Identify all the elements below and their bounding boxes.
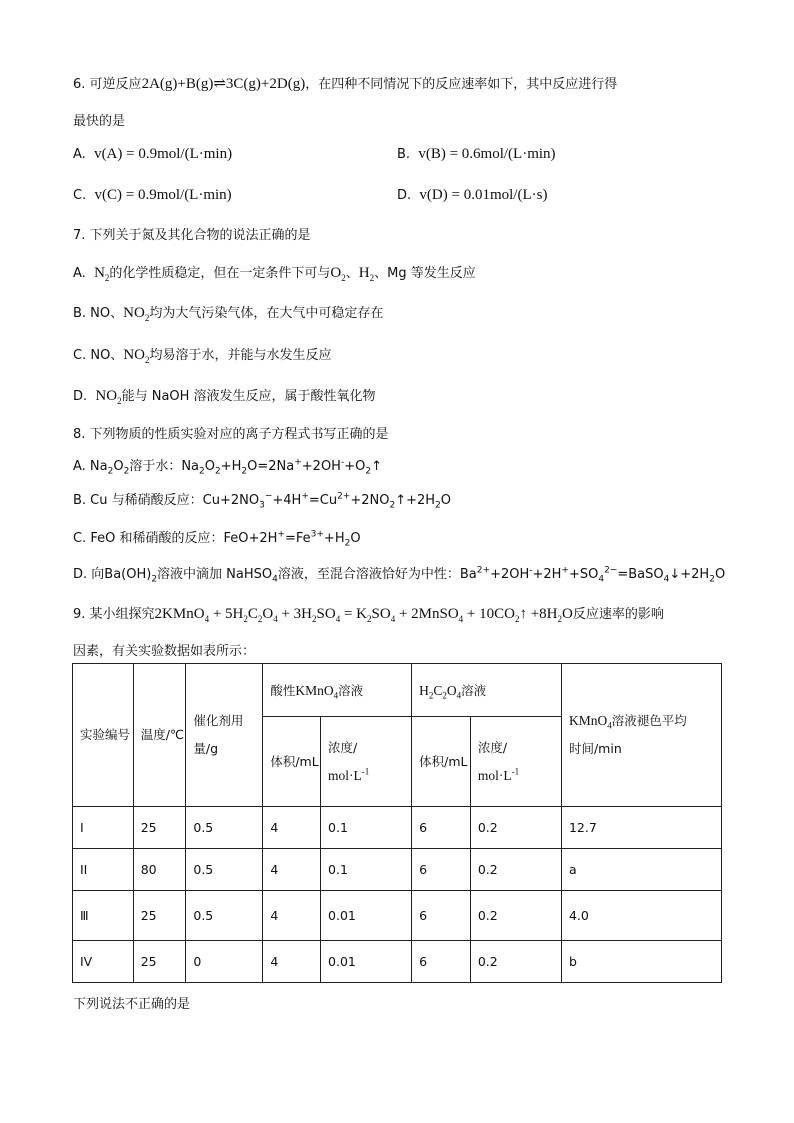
q7-option-c[interactable]: C. NO、$NO_2$均易溶于水，并能与水发生反应 [73, 347, 332, 365]
q9-stem-line2: 因素，有关实验数据如表所示： [73, 644, 256, 659]
q6-equation: 2A(g)+B(g)⇌3C(g)+2D(g) [141, 76, 306, 92]
table-row: I 25 0.5 4 0.1 6 0.2 12.7 [73, 807, 722, 849]
q8-option-b[interactable]: B. Cu 与稀硝酸反应：$Cu+2NO_3^-+4H^+=Cu^{2+}+2NO_2↑+2H_2O$ [73, 491, 452, 511]
q7-option-d[interactable]: D. $NO_2$能与 NaOH 溶液发生反应，属于酸性氧化物 [73, 388, 376, 406]
header-h2c2o4-volume: 体积/mL [412, 717, 471, 807]
q8-option-c[interactable]: C. FeO 和稀硝酸的反应：$FeO+2H^+=Fe^{3+}+H_2O$ [73, 529, 361, 549]
q7-option-b[interactable]: B. NO、$NO_2$均为大气污染气体，在大气中可稳定存在 [73, 305, 384, 323]
header-h2c2o4-concentration: 浓度/ $mol\cdot L^{-1}$ [470, 717, 561, 807]
q6-option-a[interactable]: A. v(A) = 0.9mol/(L·min) [73, 146, 233, 162]
q9-followup: 下列说法不正确的是 [73, 997, 191, 1012]
header-kmno4-concentration: 浓度/ $mol\cdot L^{-1}$ [321, 717, 412, 807]
q6-stem: 6. 可逆反应2A(g)+B(g)⇌3C(g)+2D(g)，在四种不同情况下的反应速率如下，其中反应进行得 [73, 76, 618, 92]
table-row: IV 25 0 4 0.01 6 0.2 b [73, 941, 722, 983]
header-h2c2o4-group: $H_2C_2O_4$溶液 [412, 664, 562, 717]
header-catalyst: 催化剂用量/g [186, 664, 263, 807]
q7-stem: 7. 下列关于氮及其化合物的说法正确的是 [73, 228, 311, 243]
header-experiment-no: 实验编号 [73, 664, 134, 807]
experiment-table [72, 663, 722, 983]
header-fade-time: KMnO$_4$溶液褪色平均 时间/min [561, 664, 721, 807]
header-temperature: 温度/℃ [133, 664, 186, 807]
header-kmno4-group: 酸性KMnO$_4$溶液 [263, 664, 412, 717]
q7-option-a[interactable]: A. $N_2$的化学性质稳定，但在一定条件下可与$O_2$、$H_2$、Mg 等发生反应 [73, 265, 476, 283]
q6-stem-line2: 最快的是 [73, 114, 126, 129]
q8-option-a[interactable]: A. $Na_2O_2$溶于水：$Na_2O_2+H_2O=2Na^++2OH^-+O_2↑$ [73, 457, 382, 477]
header-kmno4-volume: 体积/mL [263, 717, 321, 807]
q6-option-b[interactable]: B. v(B) = 0.6mol/(L·min) [397, 146, 556, 162]
table-row: II 80 0.5 4 0.1 6 0.2 a [73, 849, 722, 891]
q9-stem: 9. 某小组探究2KMnO$_4$ + $5H_2C_2O_4 + 3H_2SO_4 = K_2SO_4$ + 2MnSO$_4$ + $10CO_2↑ +8H_2O$反应速率的影响 [73, 606, 664, 624]
q6-option-d[interactable]: D. v(D) = 0.01mol/(L·s) [397, 187, 548, 203]
table-row: Ⅲ 25 0.5 4 0.01 6 0.2 4.0 [73, 891, 722, 941]
q8-option-d[interactable]: D. 向$Ba(OH)_2$溶液中滴加 NaHSO$_4$溶液，至混合溶液恰好为中性：$Ba^{2+}+2OH^-+2H^++SO_4^{2-}=BaSO_4↓+2H_2O$ [73, 565, 726, 585]
q8-stem: 8. 下列物质的性质实验对应的离子方程式书写正确的是 [73, 427, 389, 442]
q9-equation: 2KMnO$_4$ + $5H_2C_2O_4 + 3H_2SO_4 = K_2SO_4$ + 2MnSO$_4$ + $10CO_2↑ +8H_2O$ [154, 606, 573, 624]
q6-option-c[interactable]: C. v(C) = 0.9mol/(L·min) [73, 187, 232, 203]
